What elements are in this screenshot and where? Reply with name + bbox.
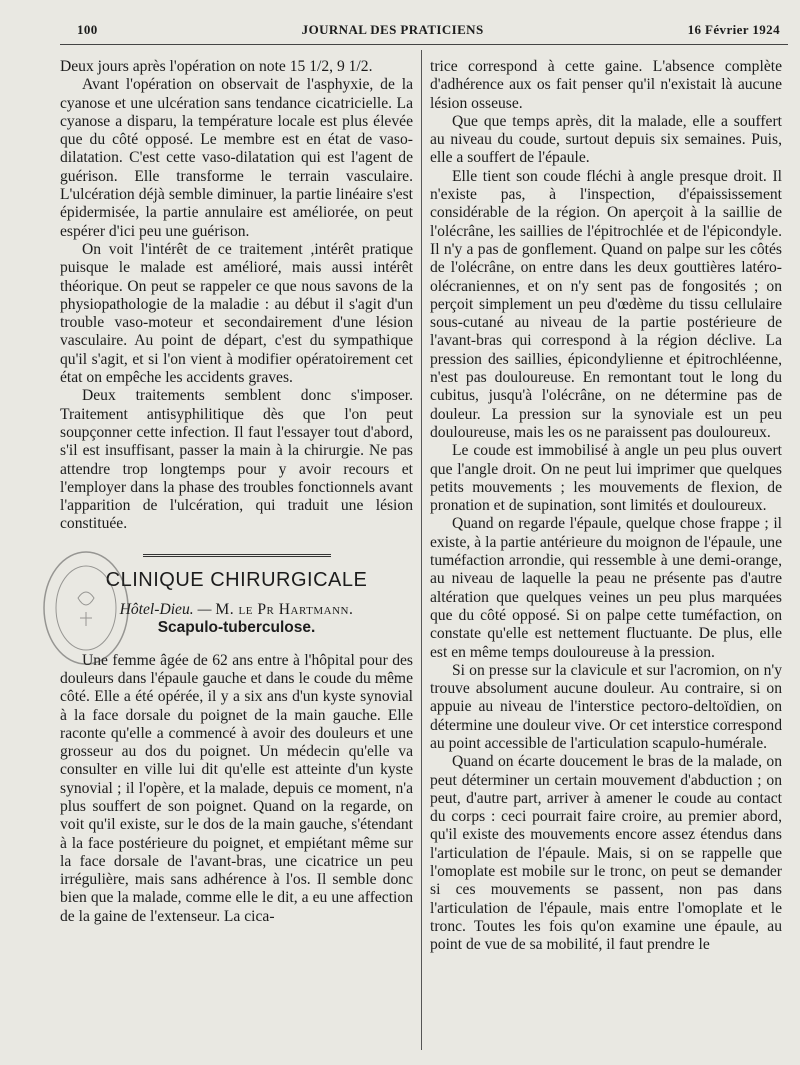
paragraph: On voit l'intérêt de ce traitement ,intérêt pratique puisque le malade est amélioré, mais aussi intérêt théorique. On peut se rappeler ce que nous savons de la physiopathologie de la maladie : au début il s'agit d'un trouble vaso-moteur et secondairement d'une lésion vasculaire. Au point de départ, c'est du sympathique qu'il s'agit, et si l'on vient à modifier opératoirement cet état on empêche les accidents graves. — [60, 240, 413, 387]
paragraph: Si on presse sur la clavicule et sur l'acromion, on n'y trouve absolument aucune douleur. Au contraire, si on appuie au niveau de l'interstice pectoro-deltoïdien, on détermine une douleur vive. Or cet interstice correspond au point accessible de l'articulation scapulo-humérale. — [430, 661, 782, 752]
article-subtitle: Scapulo-tuberculose. — [157, 619, 316, 637]
right-column — [430, 58, 782, 955]
section-title: CLINIQUE CHIRURGICALE — [105, 568, 368, 591]
paragraph: Elle tient son coude fléchi à angle presque droit. Il n'existe pas, à l'inspection, d'épaississement considérable de la région. On aperçoit à la saillie de l'olécrâne, les saillies de l'épitrochlée et de l'épicondyle. Il n'y a pas de gonflement. Quand on palpe sur les côtés de l'olécrâne, on entre dans les deux gouttières latéro-olécraniennes, et on n'y sent pas de fongosités ; on perçoit simplement un peu d'œdème du tissu cellulaire sous-cutané au niveau de la partie postérieure de l'avant-bras qui correspond à la région déclive. La pression des saillies, épicondylienne et épitrochléenne, n'est pas douloureuse. En remontant tout le long du cubitus, jusqu'à l'olécrâne, on ne détermine pas de douleur. La pression sur la synoviale est un peu douloureuse, mais les os ne paraissent pas douloureux. — [430, 167, 782, 441]
byline-place: Hôtel-Dieu. — — [119, 601, 212, 619]
column-divider — [421, 50, 422, 1050]
paragraph: Quand on regarde l'épaule, quelque chose frappe ; il existe, à la partie antérieure du moignon de l'épaule, une tuméfaction arrondie, qui ressemble à une demi-orange, au niveau de laquelle la peau ne présente pas d'autre altération que quelques veines un peu plus marquées que du côté opposé. Si on palpe cette tuméfaction, on constate qu'elle est nettement fluctuante. De plus, elle est en même temps douloureuse à la pression. — [430, 515, 782, 661]
paragraph: Une femme âgée de 62 ans entre à l'hôpital pour des douleurs dans l'épaule gauche et dans le coude du même côté. Elle a été opérée, il y a six ans d'un kyste synovial à la face dorsale du poignet de la main gauche. Elle raconte qu'elle a commencé à avoir des douleurs et une grosseur au dos du poignet. Un médecin qu'elle va consulter en ville lui dit qu'elle est atteinte d'un kyste synovial ; il l'opère, et la malade, depuis ce moment, n'a plus souffert de son poignet. Quand on la regarde, on voit qu'il existe, sur le dos de la main gauche, s'étendant à la face postérieure du poignet, et empiétant même sur la face dorsale de l'avant-bras, une cicatrice un peu irrégulière, mais sans adhérence à l'os. Il semble donc bien que la malade, comme elle le dit, a eu une affection de la gaine de l'extenseur. La cica- — [60, 651, 413, 925]
paragraph: Le coude est immobilisé à angle un peu plus ouvert que l'angle droit. On ne peut lui imprimer que quelques petits mouvements ; les mouvements de flexion, de pronation et de supination, sont limités et douloureux. — [430, 442, 782, 515]
paragraph: Deux traitements semblent donc s'imposer. Traitement antisyphilitique dès que l'on peut soupçonner cette infection. Il faut l'essayer tout d'abord, s'il est insuffisant, passer la main à la chirurgie. Ne pas attendre trop longtemps pour y avoir recours et l'employer dans la phase des troubles fonctionnels avant l'apparition de l'ulcération, qui traduit une lésion constituée. — [60, 387, 413, 533]
byline — [60, 601, 413, 619]
paragraph: Que que temps après, dit la malade, elle a souffert au niveau du coude, surtout depuis six semaines. Puis, elle a souffert de l'épaule. — [430, 112, 782, 167]
page-number: 100 — [77, 22, 98, 37]
byline-author: M. le Pr Hartmann. — [215, 601, 354, 619]
left-column — [60, 58, 413, 926]
page-header — [77, 22, 780, 42]
paragraph: Avant l'opération on observait de l'asphyxie, de la cyanose et une ulcération sans tendance cicatricielle. La cyanose a disparu, la température locale est plus élevée que du côté opposé. Le membre est en état de vaso-dilatation. C'est cette vaso-dilatation qui est l'agent de guérison. Elle transforme le terrain vasculaire. L'ulcération déjà semble diminuer, la partie linéaire s'est épidermisée, la partie annulaire est améliorée, on peut espérer d'ici peu une guérison. — [60, 76, 413, 240]
paragraph: Quand on écarte doucement le bras de la malade, on peut déterminer un certain mouvement d'abduction ; on peut, d'autre part, arriver à amener le coude au contact du corps : ceci pourrait faire croire, au premier abord, qu'il existe des mouvements encore assez étendus dans l'articulation de l'épaule. Mais, si on se rappelle que l'omoplate est mobile sur le tronc, on peut se demander si ces mouvements se passent, non pas dans l'articulation de l'épaule, mais entre l'omoplate et le tronc. Toutes les fois qu'on examine une épaule, au point de vue de sa mobilité, il faut prendre le — [430, 753, 782, 954]
journal-title: JOURNAL DES PRATICIENS — [301, 22, 484, 37]
section-separator — [143, 554, 331, 557]
paragraph: Deux jours après l'opération on note 15 1/2, 9 1/2. — [60, 58, 373, 75]
paragraph: trice correspond à cette gaine. L'absence complète d'adhérence aux os fait penser qu'il n'existait là aucune lésion osseuse. — [430, 58, 782, 112]
header-rule — [60, 44, 788, 45]
issue-date: 16 Février 1924 — [687, 22, 780, 37]
